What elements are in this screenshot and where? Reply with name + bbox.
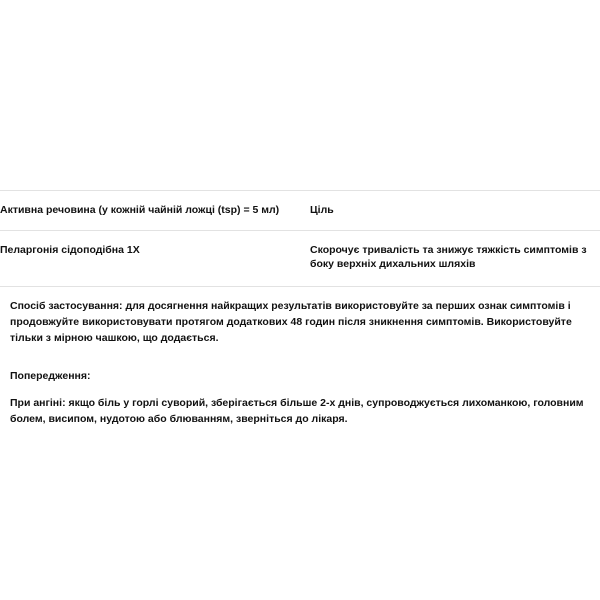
top-whitespace xyxy=(0,0,600,190)
warnings-title: Попередження: xyxy=(10,370,91,383)
header-active-ingredient: Активна речовина (у кожній чайній ложці (tsp) = 5 мл) xyxy=(0,204,280,216)
table-header-row xyxy=(0,191,600,231)
ingredient-purpose: Скорочує тривалість та знижує тяжкість симптомів з боку верхніх дихальних шляхів xyxy=(310,244,587,271)
directions-text: Спосіб застосування: для досягнення найкращих результатів використовуйте за перших ознак симптомів і продовжуйте використовувати протягом додаткових 48 годин після зникнення симптомів. Використовуйте тільки з мірною чашкою, що додається. xyxy=(10,299,572,345)
table-row xyxy=(0,231,600,286)
ingredients-table xyxy=(0,190,600,286)
warnings-body: При ангіні: якщо біль у горлі суворий, зберігається більше 2-х днів, супроводжується лихоманкою, головним болем, висипом, нудотою або блюванням, зверніться до лікаря. xyxy=(10,396,584,425)
header-purpose: Ціль xyxy=(310,204,334,216)
ingredient-name: Пеларгонія сідоподібна 1X xyxy=(0,244,140,257)
